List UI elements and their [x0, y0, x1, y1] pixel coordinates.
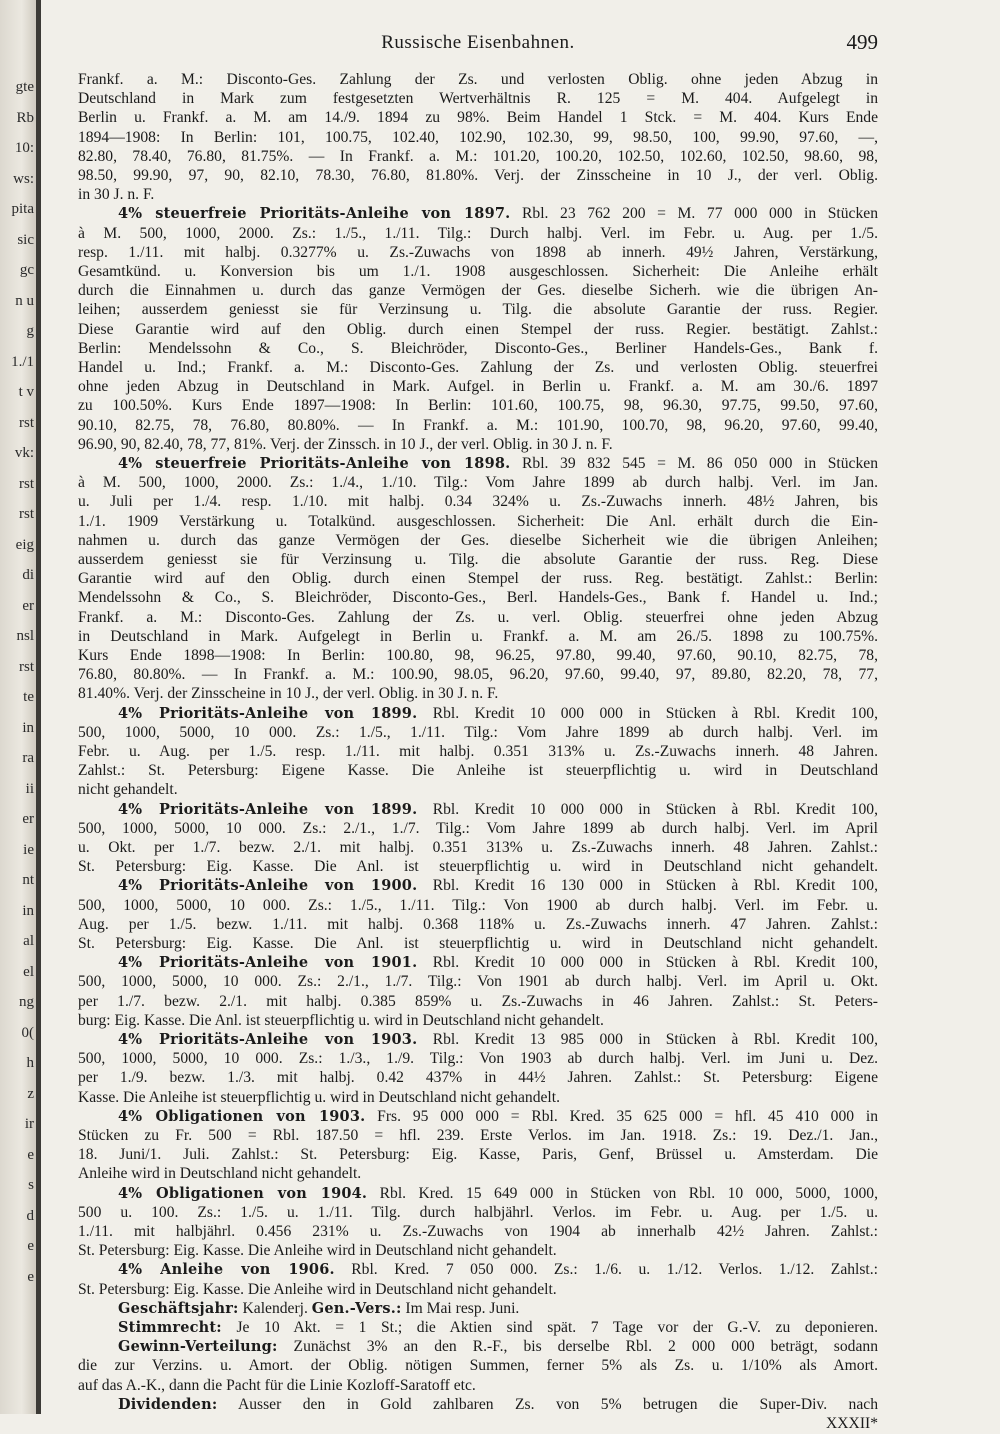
- text-line: [78, 896, 878, 916]
- line-text: Kurs Ende 1898—1908: In Berlin: 100.80, 98, 96.25, 97.80, 99.40, 97.60, 90.10, 82.75, 78,: [78, 647, 878, 664]
- line-text: Rbl. 23 762 200 = M. 77 000 000 in Stücken: [510, 205, 878, 223]
- line-text: per 1./7. bezw. 2./1. mit halbj. 0.385 859% u. Zs.-Zuwachs in 46 Jahren. Zahlst.: St. Peters-: [78, 992, 878, 1010]
- text-line: [78, 857, 878, 877]
- text-line: [78, 358, 878, 378]
- line-text: Rbl. Kredit 16 130 000 in Stücken à Rbl. Kredit 100,: [417, 877, 878, 895]
- bold-heading: 4% Prioritäts-Anleihe von 1903.: [118, 1031, 418, 1048]
- gutter-fragment: e: [27, 1238, 34, 1254]
- gutter-fragment: t v: [18, 384, 34, 400]
- line-text: Rbl. Kredit 10 000 000 in Stücken à Rbl. Kredit 100,: [417, 954, 878, 972]
- line-text: Zunächst 3% an den R.-F., bis derselbe Rbl. 2 000 000 beträgt, sodann: [277, 1338, 878, 1356]
- text-line: [78, 1241, 878, 1261]
- line-text: 90.10, 82.75, 78, 76.80, 80.80%. — In Frankf. a. M.: 101.90, 100.70, 98, 96.20, 97.60, 99.40,: [78, 416, 878, 434]
- gutter-fragment: el: [23, 963, 34, 980]
- gutter-fragment: al: [23, 933, 34, 949]
- page-number: 499: [846, 30, 878, 54]
- gutter-fragment: di: [22, 567, 34, 583]
- line-text: nahmen u. durch das ganze Vermögen der Ges. dieselbe Sicherheit wie die übrigen Anleihen;: [78, 531, 878, 549]
- gutter-fragment: nsl: [16, 628, 34, 644]
- line-text: Deutschland in Mark zum festgesetzten Wertverhältnis R. 125 = M. 404. Aufgelegt in: [78, 90, 878, 108]
- line-text: 1./1. 1909 Verstärkung u. Totalkünd. ausgeschlossen. Sicherheit: Die Anl. erhält durch die Ein-: [78, 512, 878, 530]
- text-line: [78, 684, 878, 704]
- line-text: per 1./9. bezw. 1./3. mit halbj. 0.42 437% in 44½ Jahren. Zahlst.: St. Petersburg: Eigene: [78, 1069, 878, 1087]
- text-line: [78, 838, 878, 858]
- text-line: [78, 1414, 878, 1434]
- line-text: leihen; ausserdem geniesst sie für Verzinsung u. Tilg. die absolute Garantie der russ. Regier.: [78, 301, 878, 319]
- line-text: Berlin u. Frankf. a. M. am 14./9. 1894 zu 98%. Beim Handel 1 Stck. = M. 404. Kurs Ende: [78, 109, 878, 127]
- line-text: u. Okt. per 1./7. bezw. 2./1. mit halbj. 0.351 313% u. Zs.-Zuwachs innerh. 48 Jahren. Zahlst.:: [78, 839, 878, 856]
- text-line: [78, 1049, 878, 1069]
- text-line: [78, 492, 878, 512]
- gutter-fragment: 10:: [14, 140, 34, 156]
- line-text: resp. 1./11. mit halbj. 0.3277% u. Zs.-Zuwachs von 1898 ab innerh. 49½ Jahren, Verstärkung,: [78, 243, 878, 261]
- gutter-fragment: rst: [19, 414, 34, 431]
- text-line: [78, 723, 878, 743]
- text-line: [78, 742, 878, 762]
- text-line: [78, 320, 878, 340]
- book-spine: [36, 0, 41, 1414]
- section-heading-line: [78, 1184, 878, 1204]
- section-heading-line: [78, 704, 878, 724]
- line-text: Frankf. a. M.: Disconto-Ges. Zahlung der Zs. u. verl. Oblig. steuerfrei ohne jeden Abzug: [78, 608, 878, 626]
- gutter-fragment: er: [22, 811, 34, 827]
- bold-heading: Gewinn-Verteilung:: [118, 1338, 278, 1356]
- text-line: [78, 1164, 878, 1184]
- bold-heading: Gen.-Vers.:: [311, 1299, 402, 1317]
- text-line: [78, 300, 878, 320]
- line-text: Rbl. Kredit 10 000 000 in Stücken à Rbl. Kredit 100,: [417, 800, 878, 818]
- bold-heading: 4% Anleihe von 1906.: [118, 1261, 335, 1279]
- text-line: [78, 512, 878, 532]
- text-line: [78, 1356, 878, 1376]
- gutter-fragment: eig: [15, 536, 34, 553]
- bold-heading: 4% Prioritäts-Anleihe von 1899.: [118, 800, 418, 818]
- line-text: Rbl. Kred. 7 050 000. Zs.: 1./6. u. 1./12. Verlos. 1./12. Zahlst.:: [334, 1261, 878, 1279]
- text-line: [78, 147, 878, 167]
- gutter-fragment: gc: [19, 262, 34, 278]
- text-line: [78, 972, 878, 992]
- gutter-fragment: d: [26, 1207, 34, 1224]
- gutter-fragment: Rb: [16, 109, 34, 126]
- text-body: [78, 70, 878, 1432]
- line-text: Ausser den in Gold zahlbaren Zs. von 5% betrugen die Super-Div. nach: [217, 1395, 878, 1413]
- gutter-fragment: nt: [22, 872, 34, 888]
- gutter-fragment: in: [22, 902, 34, 919]
- line-text: 76.80, 80.80%. — In Frankf. a. M.: 100.90, 98.05, 96.20, 97.60, 99.40, 97, 89.80, 82.20, 78, 77,: [78, 666, 878, 684]
- section-heading-line: [78, 953, 878, 973]
- text-line: [78, 646, 878, 666]
- line-text: ausserdem geniesst sie für Verzinsung u. Tilg. die absolute Garantie der russ. Reg. Diese: [78, 551, 878, 568]
- text-line: [78, 665, 878, 685]
- line-text: nicht gehandelt.: [78, 781, 178, 799]
- text-line: [78, 396, 878, 416]
- text-line: [78, 608, 878, 628]
- bold-heading: 4% steuerfreie Prioritäts-Anleihe von 1897.: [118, 205, 511, 223]
- text-line: [78, 915, 878, 935]
- gutter-fragment: n u: [15, 292, 34, 309]
- gutter-fragment: ir: [24, 1116, 34, 1132]
- line-text: Berlin: Mendelssohn & Co., S. Bleichröder, Disconto-Ges., Berliner Handels-Ges., Bank f.: [78, 339, 878, 357]
- text-line: [78, 550, 878, 570]
- gutter-fragment: ii: [25, 780, 34, 797]
- text-line: [78, 780, 878, 800]
- text-line: [78, 531, 878, 551]
- line-text: in Deutschland in Mark. Aufgelegt in Berlin u. Frankf. a. M. am 26./5. 1898 zu 100.75%.: [78, 627, 878, 645]
- bold-heading: 4% Obligationen von 1904.: [118, 1184, 368, 1202]
- text-line: [78, 627, 878, 647]
- line-text: Kalenderj.: [238, 1299, 312, 1317]
- text-line: [78, 569, 878, 589]
- line-text: 500, 1000, 5000, 10 000. Zs.: 2./1., 1./7. Tilg.: Von 1901 ab durch halbj. Verl. im April u. Okt.: [78, 973, 878, 991]
- text-line: [78, 1376, 878, 1396]
- gutter-fragment: 1./1: [11, 353, 34, 370]
- text-line: [78, 89, 878, 109]
- bold-heading: 4% Prioritäts-Anleihe von 1901.: [118, 954, 418, 972]
- text-line: [78, 1126, 878, 1146]
- text-line: [78, 1203, 878, 1223]
- text-line: [78, 166, 878, 186]
- line-text: 500, 1000, 5000, 10 000. Zs.: 1./5., 1./11. Tilg.: Vom Jahre 1899 ab durch halbj. Verl. im: [78, 723, 878, 741]
- text-line: [78, 1222, 878, 1242]
- page-header: [78, 30, 878, 60]
- page-title: Russische Eisenbahnen.: [381, 32, 575, 53]
- gutter-fragment: ws:: [13, 170, 34, 187]
- bold-heading: 4% Prioritäts-Anleihe von 1900.: [118, 877, 418, 895]
- bold-heading: 4% steuerfreie Prioritäts-Anleihe von 1898.: [118, 455, 511, 472]
- line-text: Rbl. 39 832 545 = M. 86 050 000 in Stücken: [510, 455, 878, 472]
- gutter-fragment: g: [26, 323, 34, 339]
- text-line: [78, 992, 878, 1012]
- line-text: Gesamtkünd. u. Konversion bis um 1./1. 1908 ausgeschlossen. Sicherheit: Die Anleihe erhält: [78, 263, 878, 280]
- bold-heading: Stimmrecht:: [118, 1319, 222, 1336]
- gutter-fragment: rst: [19, 475, 34, 492]
- line-text: Rbl. Kredit 13 985 000 in Stücken à Rbl. Kredit 100,: [417, 1031, 878, 1048]
- bold-heading: 4% Prioritäts-Anleihe von 1899.: [118, 704, 418, 722]
- bold-heading: Geschäftsjahr:: [118, 1299, 239, 1317]
- line-text: Anleihe wird in Deutschland nicht gehandelt.: [78, 1165, 362, 1183]
- line-text: durch die Einnahmen u. durch das ganze Vermögen der Ges. dieselbe Sicherh. wie die übrigen An-: [78, 282, 878, 300]
- section-heading-line: [78, 876, 878, 896]
- gutter-fragment: in: [22, 719, 34, 736]
- line-text: St. Petersburg: Eig. Kasse. Die Anleihe wird in Deutschland nicht gehandelt.: [78, 1280, 557, 1298]
- gutter-fragment: ng: [19, 994, 34, 1010]
- section-heading-line: [78, 1030, 878, 1050]
- section-heading-line: [78, 1107, 878, 1127]
- section-heading-line: [78, 1337, 878, 1357]
- line-text: zu 100.50%. Kurs Ende 1897—1908: In Berlin: 101.60, 100.75, 98, 96.30, 97.75, 99.50, 97.60,: [78, 397, 878, 415]
- section-heading-line: [78, 1395, 878, 1415]
- line-text: Handel u. Ind.; Frankf. a. M.: Disconto-Ges. Zahlung der Zs. und verlosten Oblig. steuerfrei: [78, 359, 878, 376]
- section-heading-line: [78, 204, 878, 224]
- line-text: 500 u. 100. Zs.: 1./5. u. 1./11. Tilg. durch halbjährl. Verlos. im Febr. u. Aug. per 1./5. u.: [78, 1203, 878, 1221]
- left-margin-gutter: [0, 0, 36, 1414]
- gutter-fragment: rst: [19, 658, 34, 675]
- gutter-fragment: te: [23, 689, 34, 705]
- text-line: [78, 339, 878, 359]
- gutter-fragment: sic: [17, 231, 34, 248]
- section-heading-line: [78, 454, 878, 474]
- line-text: XXXII*: [826, 1415, 878, 1432]
- line-text: à M. 500, 1000, 2000. Zs.: 1./5., 1./11. Tilg.: Durch halbj. Verl. im Febr. u. Aug. per 1./5.: [78, 224, 878, 242]
- section-heading-line: [78, 1260, 878, 1280]
- line-text: Im Mai resp. Juni.: [401, 1299, 520, 1317]
- text-line: [78, 243, 878, 263]
- line-text: 82.80, 78.40, 76.80, 81.75%. — In Frankf. a. M.: 101.20, 100.20, 102.50, 102.60, 102.50, 98.60, 98,: [78, 147, 878, 165]
- line-text: 500, 1000, 5000, 10 000. Zs.: 1./3., 1./9. Tilg.: Von 1903 ab durch halbj. Verl. im Juni u. Dez.: [78, 1050, 878, 1068]
- line-text: auf das A.-K., dann die Pacht für die Linie Kozloff-Saratoff etc.: [78, 1376, 476, 1394]
- gutter-fragment: ie: [23, 841, 34, 858]
- text-line: [78, 761, 878, 781]
- text-line: [78, 377, 878, 397]
- text-line: [78, 281, 878, 301]
- gutter-fragment: pita: [11, 201, 34, 217]
- gutter-fragment: er: [22, 597, 34, 614]
- line-text: Aug. per 1./5. bezw. 1./11. mit halbj. 0.368 118% u. Zs.-Zuwachs innerh. 47 Jahren. Zahlst.:: [78, 915, 878, 933]
- gutter-fragment: vk:: [14, 445, 34, 461]
- text-line: [78, 185, 878, 205]
- bold-heading: 4% Obligationen von 1903.: [118, 1107, 366, 1125]
- text-line: [78, 1068, 878, 1088]
- line-text: 1894—1908: In Berlin: 101, 100.75, 102.40, 102.90, 102.30, 99, 98.50, 100, 99.90, 97.60, —,: [78, 128, 878, 146]
- text-line: [78, 1280, 878, 1300]
- text-line: [78, 108, 878, 128]
- text-line: [78, 588, 878, 608]
- line-text: St. Petersburg: Eig. Kasse. Die Anleihe wird in Deutschland nicht gehandelt.: [78, 1242, 557, 1260]
- line-text: 81.40%. Verj. der Zinsscheine in 10 J., der verl. Oblig. in 30 J. n. F.: [78, 685, 499, 703]
- gutter-fragment: h: [26, 1055, 34, 1071]
- bold-heading: Dividenden:: [118, 1395, 218, 1413]
- gutter-fragment: rst: [19, 506, 34, 522]
- text-line: [78, 416, 878, 436]
- text-line: [78, 128, 878, 148]
- text-line: [78, 473, 878, 493]
- section-heading-line: [78, 1318, 878, 1338]
- section-heading-line: [78, 1299, 878, 1319]
- gutter-fragment: z: [27, 1085, 34, 1102]
- line-text: Febr. u. Aug. per 1./5. resp. 1./11. mit halbj. 0.351 313% u. Zs.-Zuwachs innerh. 48 Jahren.: [78, 743, 878, 760]
- line-text: Je 10 Akt. = 1 St.; die Aktien sind spät. 7 Tage vor der G.-V. zu deponieren.: [221, 1319, 878, 1336]
- line-text: 98.50, 99.90, 97, 90, 82.10, 78.30, 76.80, 81.80%. Verj. der Zinsscheine in 10 J., der verl. Oblig.: [78, 167, 878, 184]
- text-line: [78, 435, 878, 455]
- line-text: Rbl. Kredit 10 000 000 in Stücken à Rbl. Kredit 100,: [417, 704, 878, 722]
- text-line: [78, 262, 878, 282]
- line-text: in 30 J. n. F.: [78, 186, 155, 204]
- line-text: 500, 1000, 5000, 10 000. Zs.: 1./5., 1./11. Tilg.: Von 1900 ab durch halbj. Verl. im Febr. u.: [78, 896, 878, 914]
- line-text: ohne jeden Abzug in Deutschland in Mark. Aufgel. in Berlin u. Frankf. a. M. am 30./6. 1897: [78, 378, 878, 396]
- line-text: burg: Eig. Kasse. Die Anl. ist steuerpflichtig u. wird in Deutschland nicht gehandelt.: [78, 1011, 604, 1029]
- line-text: 500, 1000, 5000, 10 000. Zs.: 2./1., 1./7. Tilg.: Vom Jahre 1899 ab durch halbj. Verl. im April: [78, 819, 878, 837]
- line-text: Rbl. Kred. 15 649 000 in Stücken von Rbl. 10 000, 5000, 1000,: [367, 1184, 878, 1202]
- line-text: Frs. 95 000 000 = Rbl. Kred. 35 625 000 = hfl. 45 410 000 in: [365, 1107, 878, 1125]
- gutter-fragment: 0(: [21, 1024, 34, 1041]
- line-text: à M. 500, 1000, 2000. Zs.: 1./4., 1./10. Tilg.: Vom Jahre 1899 ab durch halbj. Verl. im Jan.: [78, 474, 878, 492]
- line-text: die zur Verzins. u. Amort. der Oblig. nötigen Summen, ferner 5% als Zs. u. 1/10% als Amort.: [78, 1357, 878, 1375]
- text-line: [78, 1145, 878, 1165]
- section-heading-line: [78, 800, 878, 820]
- line-text: 96.90, 90, 82.40, 78, 77, 81%. Verj. der Zinssch. in 10 J., der verl. Oblig. in 30 J. n. F.: [78, 435, 613, 453]
- line-text: St. Petersburg: Eig. Kasse. Die Anl. ist steuerpflichtig u. wird in Deutschland nicht gehandelt.: [78, 858, 878, 876]
- text-line: [78, 934, 878, 954]
- line-text: Mendelssohn & Co., S. Bleichröder, Disconto-Ges., Berl. Handels-Ges., Bank f. Handel u. Ind.;: [78, 589, 878, 607]
- line-text: Frankf. a. M.: Disconto-Ges. Zahlung der Zs. und verlosten Oblig. ohne jeden Abzug in: [78, 71, 878, 88]
- gutter-fragment: e: [27, 1268, 34, 1285]
- line-text: Stücken zu Fr. 500 = Rbl. 187.50 = hfl. 239. Erste Verlos. im Jan. 1918. Zs.: 19. Dez./1. Jan.,: [78, 1127, 878, 1144]
- text-line: [78, 70, 878, 90]
- line-text: u. Juli per 1./4. resp. 1./10. mit halbj. 0.34 324% u. Zs.-Zuwachs innerh. 48½ Jahren, bis: [78, 493, 878, 511]
- text-line: [78, 1088, 878, 1108]
- line-text: Diese Garantie wird auf den Oblig. durch einen Stempel der russ. Regier. bestätigt. Zahlst.:: [78, 320, 878, 338]
- line-text: 18. Juni/1. Juli. Zahlst.: St. Petersburg: Eig. Kasse, Paris, Genf, Brüssel u. Amsterdam. Die: [78, 1146, 878, 1164]
- gutter-fragment: ra: [22, 750, 34, 766]
- line-text: 1./11. mit halbjährl. 0.456 231% u. Zs.-Zuwachs von 1904 ab innerhalb 42½ Jahren. Zahlst.:: [78, 1223, 878, 1240]
- text-line: [78, 819, 878, 839]
- gutter-fragment: e: [27, 1146, 34, 1163]
- text-line: [78, 224, 878, 244]
- gutter-fragment: s: [28, 1177, 34, 1193]
- line-text: Zahlst.: St. Petersburg: Eigene Kasse. Die Anleihe ist steuerpflichtig u. wird in Deutschland: [78, 762, 878, 780]
- gutter-fragment: gte: [15, 79, 34, 95]
- line-text: Garantie wird auf den Oblig. durch einen Stempel der russ. Reg. bestätigt. Zahlst.: Berlin:: [78, 570, 878, 588]
- line-text: Kasse. Die Anleihe ist steuerpflichtig u. wird in Deutschland nicht gehandelt.: [78, 1088, 560, 1106]
- text-line: [78, 1011, 878, 1031]
- line-text: St. Petersburg: Eig. Kasse. Die Anl. ist steuerpflichtig u. wird in Deutschland nicht gehandelt.: [78, 935, 878, 952]
